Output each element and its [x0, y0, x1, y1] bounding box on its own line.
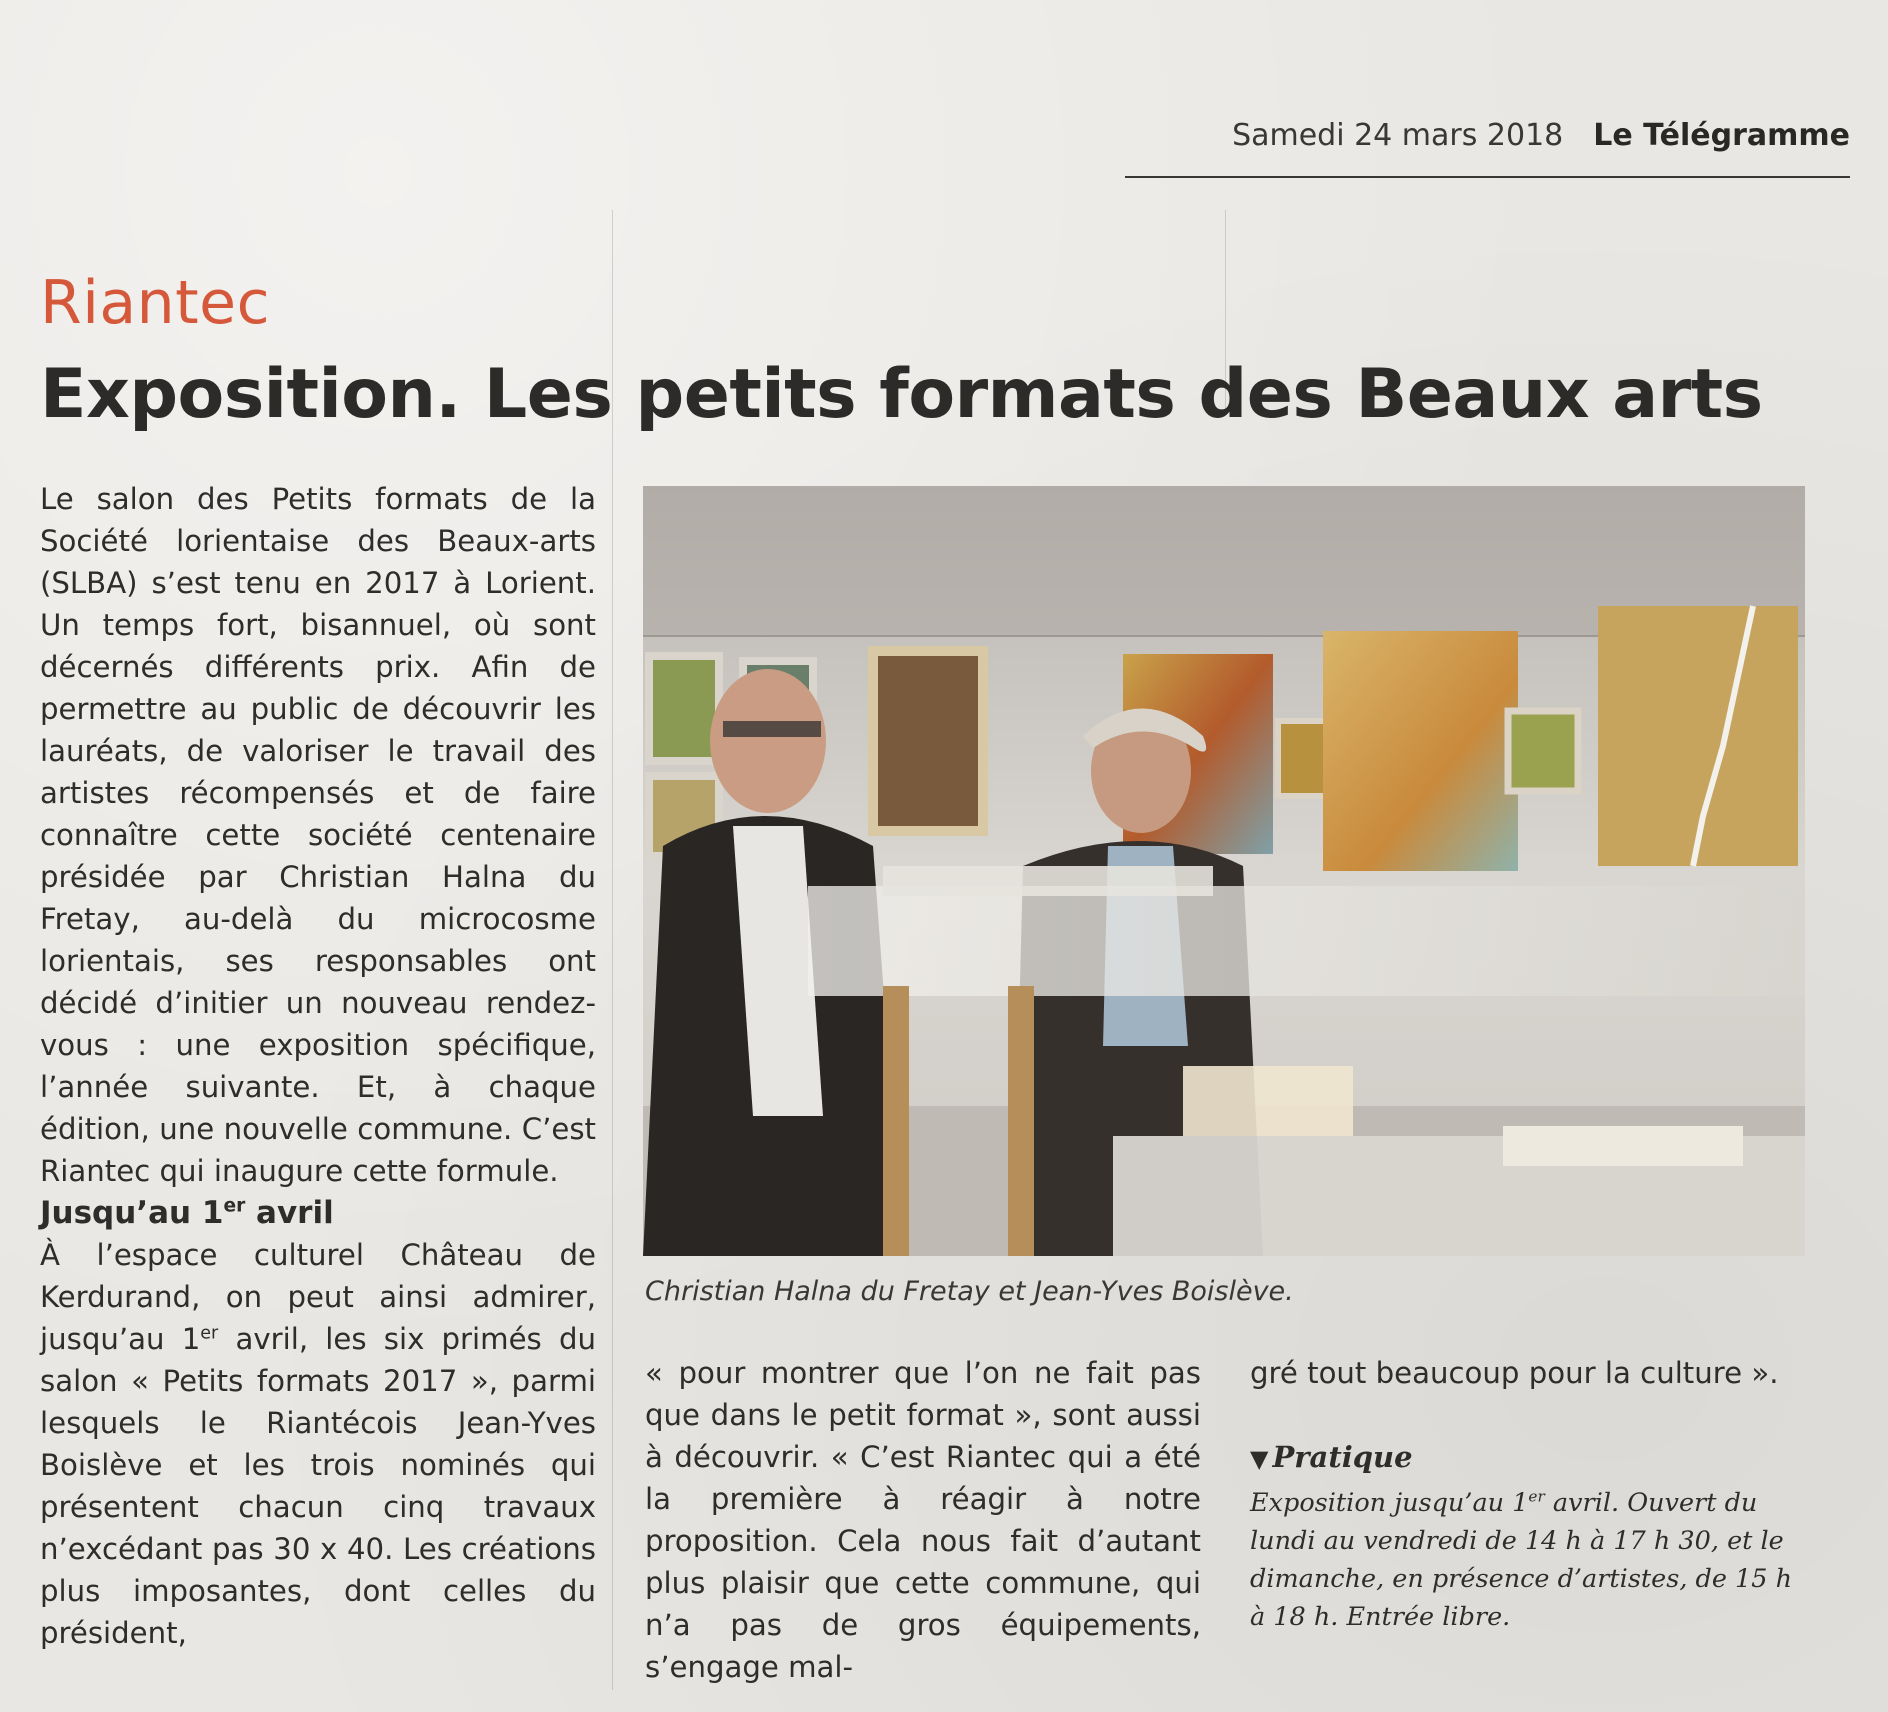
photo-caption: Christian Halna du Fretay et Jean-Yves Boislève.: [645, 1276, 1294, 1307]
pratique-text-start: Exposition jusqu’au 1: [1250, 1488, 1529, 1518]
photo-gallery-scene: [643, 486, 1805, 1256]
subhead-after: avril: [245, 1195, 334, 1231]
subhead-ordinal: er: [223, 1195, 246, 1217]
triangle-down-icon: ▼: [1250, 1444, 1269, 1473]
pratique-ordinal: er: [1528, 1487, 1545, 1506]
pratique-text-rest: avril. Ouvert du lundi au vendredi de 14 h à 17 h 30, et le dimanche, en présence d’artistes, de 15 h à 18 h. Entrée libre.: [1250, 1488, 1793, 1632]
newspaper-name: Le Télégramme: [1593, 118, 1850, 153]
paragraph-2-start: À l’espace culturel Château de Kerdurand, on peut ainsi admirer, jusqu’au 1: [40, 1238, 596, 1356]
article-paragraph-2-end: gré tout beaucoup pour la culture ».: [1250, 1356, 1779, 1390]
paragraph-2-rest: avril, les six primés du salon « Petits formats 2017 », parmi lesquels le Riantécois Jean-Yves Boislève et les trois nominés qui présentent chacun cinq travaux n’excédant pas 30 x 40. Les créations plus imposantes, dont celles du président,: [40, 1322, 596, 1650]
issue-date: Samedi 24 mars 2018: [1232, 118, 1564, 153]
subhead-text: Jusqu’au 1: [40, 1195, 224, 1231]
article-photo: [643, 486, 1805, 1256]
paragraph-2-ordinal: er: [200, 1323, 219, 1344]
article-subhead: [40, 1192, 596, 1234]
article-column-1: [40, 478, 596, 1658]
masthead: [1125, 118, 1850, 178]
article-kicker: Riantec: [40, 268, 271, 338]
article-column-2: [645, 1352, 1201, 1684]
pratique-heading: [1250, 1440, 1413, 1474]
pratique-text: [1250, 1484, 1795, 1636]
pratique-heading-text: Pratique: [1272, 1440, 1413, 1474]
article-paragraph-2-continued: « pour montrer que l’on ne fait pas que dans le petit format », sont aussi à découvrir. « C’est Riantec qui a été la première à réagir à notre proposition. Cela nous fait d’autant plus plaisir que cette commune, qui n’a pas de gros équipements, s’engage mal-: [645, 1356, 1201, 1684]
article-paragraph-2: [40, 1234, 596, 1654]
article-intro: Le salon des Petits formats de la Société lorientaise des Beaux-arts (SLBA) s’est tenu en 2017 à Lorient. Un temps fort, bisannuel, où sont décernés différents prix. Afin de permettre au public de découvrir les lauréats, de valoriser le travail des artistes récompensés et de faire connaître cette société centenaire présidée par Christian Halna du Fretay, au-delà du microcosme lorientais, ses responsables ont décidé d’initier un nouveau rendez-vous : une exposition spécifique, l’année suivante. Et, à chaque édition, une nouvelle commune. C’est Riantec qui inaugure cette formule.: [40, 482, 596, 1188]
pratique-box: [1250, 1484, 1795, 1636]
article-headline: Exposition. Les petits formats des Beaux arts: [40, 355, 1763, 434]
